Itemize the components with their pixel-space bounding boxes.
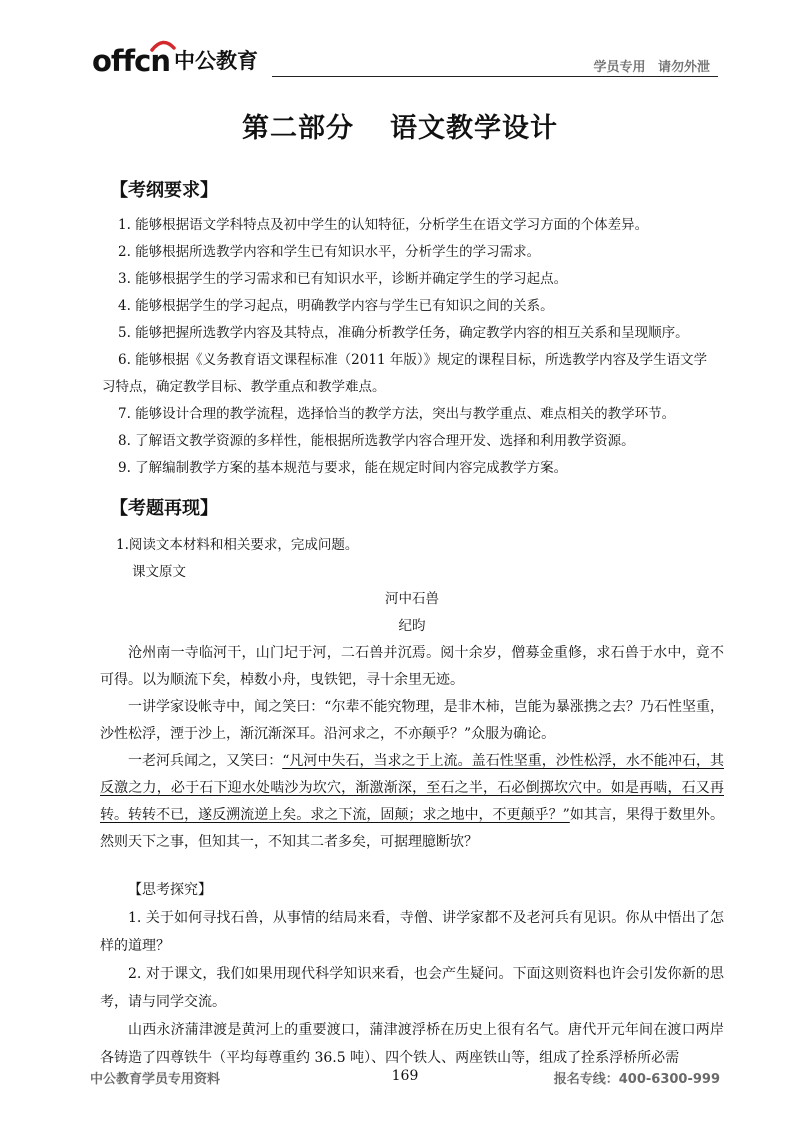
thinking-heading: 【思考探究】 <box>128 882 212 898</box>
paragraph-3-tail: 如其言，果得于数里外。然则天下之事，但知其一，不知其二者多矣，可据理臆断欤？ <box>100 807 725 850</box>
requirement-item-continued: 习特点，确定教学目标、教学重点和教学难点。 <box>102 379 386 395</box>
text-header <box>100 586 724 640</box>
underlined-quote: “凡河中失石，当求之于上流。盖石性坚重，沙性松浮，水不能冲石，其反激之力，必于石下迎水处啮沙为坎穴，渐激渐深，至石之半，石必倒掷坎穴中。如是再啮，石又再转。转转不已，遂反溯流逆上矣。求之下流，固颠；求之地中，不更颠乎？” <box>100 753 725 823</box>
header-tags <box>593 56 710 75</box>
logo-wordmark: offcn <box>92 44 170 78</box>
text-paragraph-3 <box>100 748 724 856</box>
header-tag-confidential: 请勿外泄 <box>657 60 710 75</box>
exam-review-heading: 【考题再现】 <box>110 498 218 519</box>
footer-left-text: 中公教育学员专用资料 <box>90 1072 221 1087</box>
page-number: 169 <box>391 1068 419 1084</box>
thinking-question-2: 2. 对于课文，我们如果用现代科学知识来看，也会产生疑问。下面这则资料也许会引发你新的思考，请与同学交流。 <box>100 966 724 1010</box>
offcn-logo <box>92 46 258 76</box>
requirement-item: 9. 了解编制教学方案的基本规范与要求，能在规定时间内容完成教学方案。 <box>118 460 568 476</box>
requirement-item: 6. 能够根据《义务教育语文课程标准（2011 年版）》规定的课程目标，所选教学内容及学生语文学 <box>118 352 708 368</box>
title-part: 第二部分 <box>242 113 354 144</box>
header-tag-students-only: 学员专用 <box>593 60 646 75</box>
exam-question <box>116 532 726 586</box>
header-divider <box>272 76 718 77</box>
text-paragraph-2: 一讲学家设帐寺中，闻之笑曰：“尔辈不能究物理，是非木柿，岂能为暴涨携之去？乃石性坚重，沙性松浮，湮于沙上，渐沉渐深耳。沿河求之，不亦颠乎？”众服为确论。 <box>100 699 724 742</box>
requirement-item: 8. 了解语文教学资源的多样性，能根据所选教学内容合理开发、选择和利用教学资源。 <box>118 433 635 449</box>
thinking-material: 山西永济蒲津渡是黄河上的重要渡口，蒲津渡浮桥在历史上很有名气。唐代开元年间在渡口两岸各铸造了四尊铁牛（平均每尊重约 36.5 吨）、四个铁人、两座铁山等，组成了拴系浮桥所必需 <box>100 1022 724 1066</box>
requirement-item: 1. 能够根据语文学科特点及初中学生的认知特征，分析学生在语文学习方面的个体差异。 <box>118 217 649 233</box>
logo-arc-icon <box>150 38 176 52</box>
question-prompt: 1.阅读文本材料和相关要求，完成问题。 <box>116 537 359 553</box>
title-name: 语文教学设计 <box>390 113 558 144</box>
thinking-section <box>100 876 724 1072</box>
exam-requirements-heading: 【考纲要求】 <box>110 180 218 201</box>
logo-chinese-name: 中公教育 <box>174 49 258 73</box>
classical-text <box>100 640 724 856</box>
requirement-item: 4. 能够根据学生的学习起点，明确教学内容与学生已有知识之间的关系。 <box>118 298 554 314</box>
page-title <box>0 106 800 145</box>
exam-requirements-list <box>102 212 720 482</box>
thinking-question-1: 1. 关于如何寻找石兽，从事情的结局来看，寺僧、讲学家都不及老河兵有见识。你从中悟出了怎样的道理？ <box>100 910 724 954</box>
page-header <box>92 46 718 82</box>
requirement-item: 5. 能够把握所选教学内容及其特点，准确分析教学任务，确定教学内容的相互关系和呈现顺序。 <box>118 325 689 341</box>
text-title: 河中石兽 <box>385 591 439 607</box>
source-label: 课文原文 <box>132 564 186 580</box>
footer-hotline: 报名专线：400-6300-999 <box>553 1072 720 1087</box>
requirement-item: 3. 能够根据学生的学习需求和已有知识水平，诊断并确定学生的学习起点。 <box>118 271 568 287</box>
paragraph-3-lead: 一老河兵闻之，又笑曰： <box>128 753 283 769</box>
page-footer <box>90 1068 720 1092</box>
text-paragraph-1: 沧州南一寺临河干，山门圮于河，二石兽并沉焉。阅十余岁，僧募金重修，求石兽于水中，竟不可得。以为顺流下矣，棹数小舟，曳铁钯，寻十余里无迹。 <box>100 645 724 688</box>
text-author: 纪昀 <box>398 618 426 634</box>
requirement-item: 2. 能够根据所选教学内容和学生已有知识水平，分析学生的学习需求。 <box>118 244 541 260</box>
requirement-item: 7. 能够设计合理的教学流程，选择恰当的教学方法，突出与教学重点、难点相关的教学环节。 <box>118 406 676 422</box>
